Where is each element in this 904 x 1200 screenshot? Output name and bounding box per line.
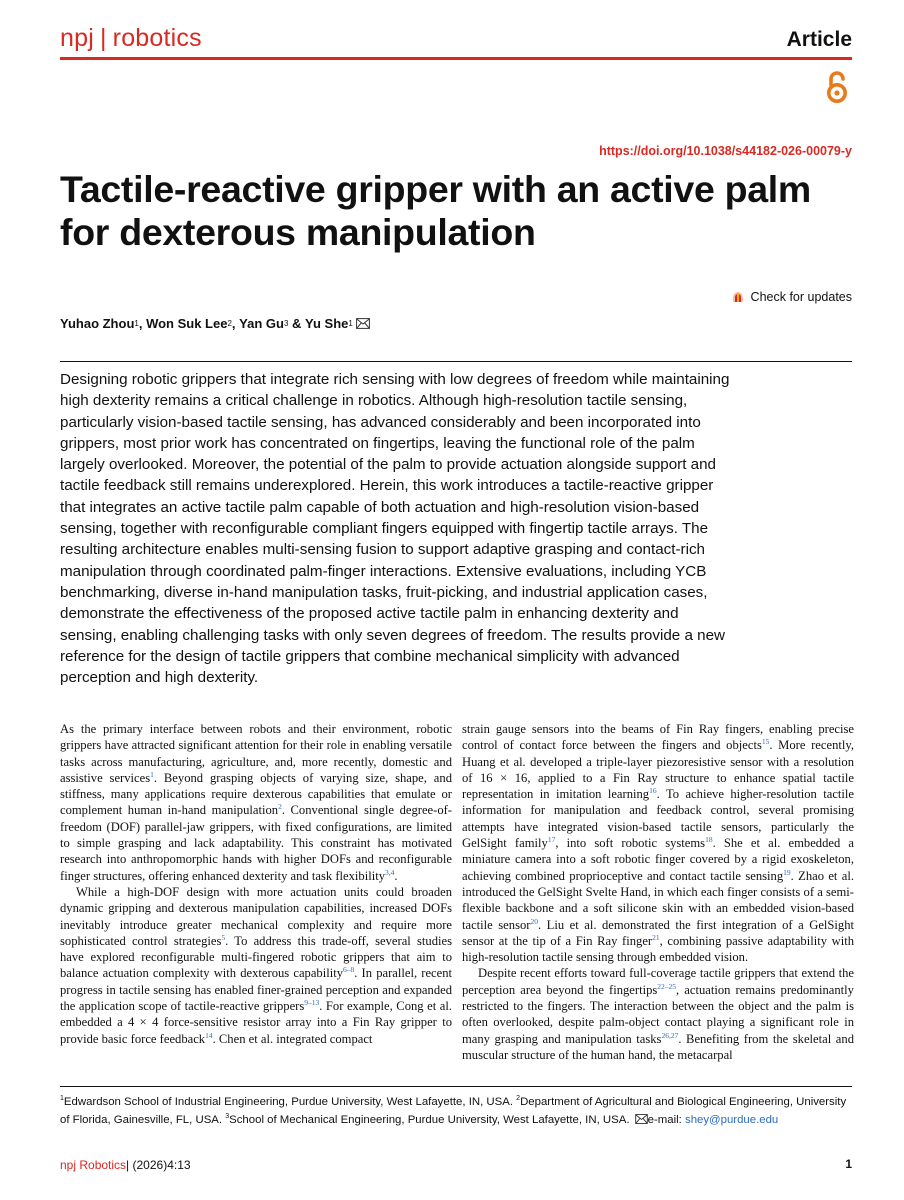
body-paragraph: While a high-DOF design with more actuation units could broaden dynamic gripping and dexterous manipulation capabilities, increased DOFs inevitably introduce greater mechanical complexity and require more sophisticated control strategies$^5$. To address this trade-off, several studies have explored reconfigurable multi-fingered robotic grippers that aim to balance actuation complexity with dexterous capability$^{6-8}$. In parallel, recent progress in tactile sensing has enabled finer-grained perception and expanded the application scope of tactile-reactive grippers$^{9-13}$. For example, Cong et al. embedded a 4 × 4 force-sensitive resistor array into a Fin Ray gripper to provide basic force feedback$^{14}$. Chen et al. integrated compact (60, 884, 453, 1046)
affiliation-text: School of Mechanical Engineering, Purdue University, West Lafayette, IN, USA. (229, 1113, 633, 1126)
page-number: 1 (845, 1157, 852, 1171)
affiliation-marker: 2 (516, 1095, 521, 1103)
reference-citation[interactable]: 5 (221, 932, 226, 942)
author-name[interactable]: Yuhao Zhou (60, 316, 135, 331)
footer-journal: npj Robotics (60, 1158, 127, 1172)
body-paragraph: Despite recent efforts toward full-coverage tactile grippers that extend the perception area beyond the fingertips$^{22-25}$, actuation remains predominantly restricted to the fingers. The interaction between the object and the palm is often overlooked, despite palm-object contact playing a significant role in many grasping and manipulation tasks$^{26,27}$. Benefiting from the skeletal and muscular structure of the human hand, the metacarpal (462, 966, 854, 1062)
reference-citation[interactable]: 22–25 (657, 981, 677, 991)
body-paragraph: As the primary interface between robots and their environment, robotic grippers have attracted significant attention for their role in enabling versatile tasks across manufacturing, agriculture, and, more recently, domestic and assistive services$^1$. Beyond grasping objects of varying size, shape, and stiffness, many applications require dexterous capabilities that emulate or complement human in-hand manipulation$^2$. Conventional single degree-of-freedom (DOF) parallel-jaw grippers, with fixed configurations, are limited to simple grasping and lack adaptability. This constraint has motivated research into anthropomorphic hands with higher DOFs and reconfigurable finger structures, offering enhanced dexterity and task flexibility$^{3,4}$. (60, 722, 452, 883)
journal-name: robotics (112, 24, 202, 52)
reference-citation[interactable]: 2 (278, 802, 282, 812)
author-name[interactable]: Yan Gu (239, 316, 284, 331)
open-access-icon[interactable] (824, 70, 850, 104)
footer-citation (60, 1158, 191, 1172)
author-separator: , (138, 316, 147, 331)
check-updates-label: Check for updates (750, 290, 852, 304)
email-link[interactable]: shey@purdue.edu (685, 1113, 779, 1126)
journal-separator: | (99, 24, 107, 52)
header-rule (60, 57, 852, 60)
reference-citation[interactable]: 15 (761, 737, 770, 747)
check-updates-icon (731, 290, 745, 304)
footer-separator: | (126, 1158, 130, 1172)
author-separator: & (288, 316, 306, 331)
mail-icon[interactable] (635, 1114, 648, 1124)
affiliation-text: Edwardson School of Industrial Engineering, Purdue University, West Lafayette, IN, USA. (63, 1096, 517, 1108)
body-column-right (462, 721, 854, 1063)
footer-citation-text: (2026)4:13 (129, 1158, 191, 1172)
check-for-updates-button[interactable] (731, 290, 852, 304)
body-column-left (60, 721, 452, 1047)
body-paragraph: strain gauge sensors into the beams of Fin Ray fingers, enabling precise control of contact force between the fingers and objects$^{15}$. More recently, Huang et al. developed a triple-layer piezoresistive sensor with a resolution of 16 × 16, applied to a Fin Ray structure to enhance spatial tactile representation in imitation learning$^{16}$. To achieve higher-resolution tactile information for manipulation and feedback control, several promising attempts have integrated vision-based tactile sensors, particularly the GelSight family$^{17}$, into soft robotic systems$^{18}$. She et al. embedded a miniature camera into a soft robotic finger covered by a rigid exoskeleton, achieving combined proprioceptive and contact tactile sensing$^{19}$. Zhao et al. introduced the GelSight Svelte Hand, in which each finger consists of a semi-flexible backbone and a soft silicone skin with an embedded vision-based tactile sensor$^{20}$. Liu et al. demonstrated the first integration of a GelSight sensor at the tip of a Fin Ray finger$^{21}$, combining passive adaptability with high-resolution tactile sensing through embedded vision. (462, 722, 855, 965)
affiliation-text: Department of Agricultural and Biological Engineering, University of Florida, Gainesville, FL, USA. (60, 1096, 847, 1126)
reference-citation[interactable]: 14 (205, 1030, 213, 1040)
reference-citation[interactable]: 16 (649, 786, 657, 795)
reference-citation[interactable]: 3,4 (385, 867, 395, 877)
abstract: Designing robotic grippers that integrate rich sensing with low degrees of freedom while maintaining high dexterity remains a critical challenge in robotics. Although high-resolution tactile sensing, particularly vision-based tactile sensing, has advanced considerably and been incorporated into grippers, most prior work has concentrated on fingertips, leaving the functional role of the palm largely overlooked. Moreover, the potential of the palm to provide actuation alongside support and tactile feedback still remains underexplored. Herein, this work introduces a tactile-reactive gripper that integrates an active tactile palm capable of both actuation and high-resolution vision-based sensing, together with reconfigurable compliant fingers equipped with fingertip tactile arrays. The resulting architecture enables multi-sensing fusion to support adaptive grasping and contact-rich manipulation through coordinated palm-finger interactions. Extensive evaluations, including YCB benchmarking, diverse in-hand manipulation tasks, fruit-picking, and industrial application cases, demonstrate the effectiveness of the proposed active tactile palm in enhancing dexterity and sensing, enabling challenging tasks with only seven degrees of freedom. The results provide a new reference for the design of tactile grippers that combine mechanical simplicity with advanced perception and high dexterity. (60, 371, 730, 687)
affiliation-marker: 3 (225, 1112, 230, 1120)
journal-prefix: npj (60, 24, 94, 52)
affiliation-marker: 1 (60, 1095, 64, 1103)
reference-citation[interactable]: 20 (530, 916, 538, 926)
email-label: e-mail: (647, 1113, 685, 1126)
reference-citation[interactable]: 6–8 (343, 965, 355, 975)
reference-citation[interactable]: 21 (652, 932, 660, 942)
journal-logo (60, 24, 202, 53)
reference-citation[interactable]: 17 (547, 834, 556, 844)
reference-citation[interactable]: 9–13 (304, 997, 320, 1007)
reference-citation[interactable]: 1 (150, 769, 154, 779)
author-list: Yuhao Zhou 1 , Won Suk Lee 2 , Yan Gu 3 & Yu She 1 (60, 316, 370, 331)
footnote-rule (60, 1086, 852, 1087)
reference-citation[interactable]: 19 (783, 867, 791, 877)
reference-citation[interactable]: 26,27 (661, 1030, 679, 1040)
author-name[interactable]: Yu She (305, 316, 349, 331)
abstract-rule (60, 361, 852, 362)
mail-icon[interactable] (356, 318, 370, 329)
author-name[interactable]: Won Suk Lee (146, 316, 228, 331)
author-separator: , (231, 316, 240, 331)
reference-citation[interactable]: 18 (705, 834, 713, 844)
affiliations (60, 1094, 856, 1129)
article-title: Tactile-reactive gripper with an active palm for dexterous manipulation (60, 168, 811, 253)
doi-link[interactable]: https://doi.org/10.1038/s44182-026-00079-y (599, 144, 852, 158)
article-type-label: Article (786, 28, 852, 51)
